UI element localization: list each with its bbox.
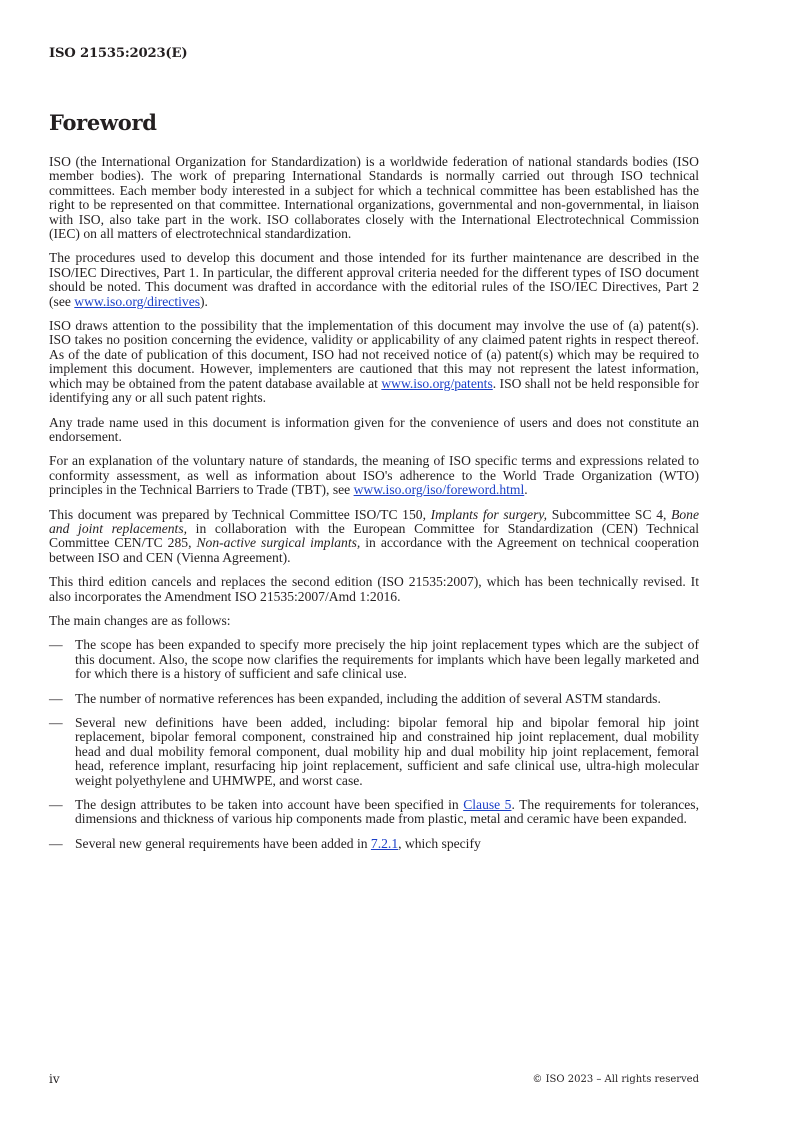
paragraph-prepared-by	[49, 508, 699, 566]
text: . The requirements for tolerances, dimensions and thickness of various hip components made from plastic, metal and ceramic have been expanded.	[75, 797, 699, 827]
list-item	[49, 638, 699, 681]
list-item	[49, 716, 699, 788]
paragraph-procedures	[49, 251, 699, 309]
text: . ISO shall not be held responsible for identifying any or all such patent rights.	[49, 375, 699, 406]
paragraph-trade-name: Any trade name used in this document is information given for the convenience of users and does not constitute an endorsement.	[49, 414, 699, 444]
patents-link[interactable]: www.iso.org/patents	[381, 375, 493, 391]
text: The procedures used to develop this document and those intended for its further maintenance are described in the ISO/IEC Directives, Part 1. In particular, the different approval criteria needed for the different types of ISO document should be noted. This document was drafted in accordance with the editorial rules of the ISO/IEC Directives, Part 2 (see	[49, 250, 699, 309]
text: .	[524, 482, 528, 498]
text: in accordance with the Agreement on technical cooperation between ISO and CEN (Vienna Agreement).	[49, 535, 699, 565]
text: The design attributes to be taken into account have been specified in	[75, 797, 464, 813]
document-id-header: ISO 21535:2023(E)	[49, 46, 188, 61]
text: The scope has been expanded to specify more precisely the hip joint replacement types which are the subject of this document. Also, the scope now clarifies the requirements for implants which have been legally marketed and for which there is a history of sufficient and safe clinical use.	[75, 637, 699, 682]
paragraph-edition: This third edition cancels and replaces the second edition (ISO 21535:2007), which has been technically revised. It also incorporates the Amendment ISO 21535:2007/Amd 1:2016.	[49, 574, 699, 604]
text: Subcommittee SC 4,	[547, 506, 672, 522]
list-item	[49, 692, 699, 706]
subcommittee-title: Bone and joint replacements,	[49, 506, 699, 536]
changes-list	[49, 638, 699, 851]
list-item	[49, 798, 699, 827]
dash-bullet: —	[49, 637, 63, 653]
foreword-body	[49, 155, 699, 861]
cen-committee-title: Non-active surgical implants,	[196, 535, 361, 551]
paragraph-voluntary-nature	[49, 454, 699, 497]
text: The number of normative references has been expanded, including the addition of several ASTM standards.	[75, 690, 661, 706]
text: Several new general requirements have been added in	[75, 835, 371, 851]
clause-7-2-1-link[interactable]: 7.2.1	[370, 835, 399, 851]
clause-5-link[interactable]: Clause 5	[463, 797, 512, 813]
dash-bullet: —	[49, 835, 63, 851]
page-title: Foreword	[49, 110, 157, 135]
text: This document was prepared by Technical Committee ISO/TC 150,	[49, 506, 431, 522]
directives-link[interactable]: www.iso.org/directives	[74, 293, 201, 309]
text: ).	[200, 293, 208, 309]
committee-title: Implants for surgery,	[430, 506, 548, 522]
paragraph-patents	[49, 319, 699, 405]
text: ISO draws attention to the possibility that the implementation of this document may involve the use of (a) patent(s). ISO takes no position concerning the evidence, validity or applicability of any claimed patent rights in respect thereof. As of the date of publication of this document, ISO had not received notice of (a) patent(s) which may be required to implement this document. However, implementers are cautioned that this may not represent the latest information, which may be obtained from the patent database available at	[49, 318, 699, 391]
text: For an explanation of the voluntary nature of standards, the meaning of ISO specific terms and expressions related to conformity assessment, as well as information about ISO's adherence to the World Trade Organization (WTO) principles in the Technical Barriers to Trade (TBT), see	[49, 453, 699, 498]
list-item	[49, 837, 699, 851]
page-number: iv	[49, 1072, 60, 1086]
dash-bullet: —	[49, 715, 63, 730]
copyright-notice: © ISO 2023 – All rights reserved	[532, 1074, 699, 1085]
text: Several new definitions have been added, including: bipolar femoral hip and bipolar femoral hip joint replacement, bipolar femoral component, constrained hip and constrained hip joint replacement, dual mobility head and dual mobility femoral component, dual mobility hip and dual mobility hip joint replacement, femoral head, reference implant, resurfacing hip joint replacement, sufficient and safe clinical use, ultra-high molecular weight polyethylene and UHMWPE, and worst case.	[75, 715, 699, 788]
foreword-link[interactable]: www.iso.org/iso/foreword.html	[353, 482, 525, 498]
paragraph-iso-intro: ISO (the International Organization for Standardization) is a worldwide federation of national standards bodies (ISO member bodies). The work of preparing International Standards is normally carried out through ISO technical committees. Each member body interested in a subject for which a technical committee has been established has the right to be represented on that committee. International organizations, governmental and non-governmental, in liaison with ISO, also take part in the work. ISO collaborates closely with the International Electrotechnical Commission (IEC) on all matters of electrotechnical standardization.	[49, 154, 699, 242]
dash-bullet: —	[49, 690, 63, 706]
text: , which specify	[398, 835, 481, 851]
dash-bullet: —	[49, 797, 63, 813]
text: in collaboration with the European Committee for Standardization (CEN) Technical Committee CEN/TC 285,	[49, 520, 699, 551]
paragraph-main-changes: The main changes are as follows:	[49, 612, 231, 628]
